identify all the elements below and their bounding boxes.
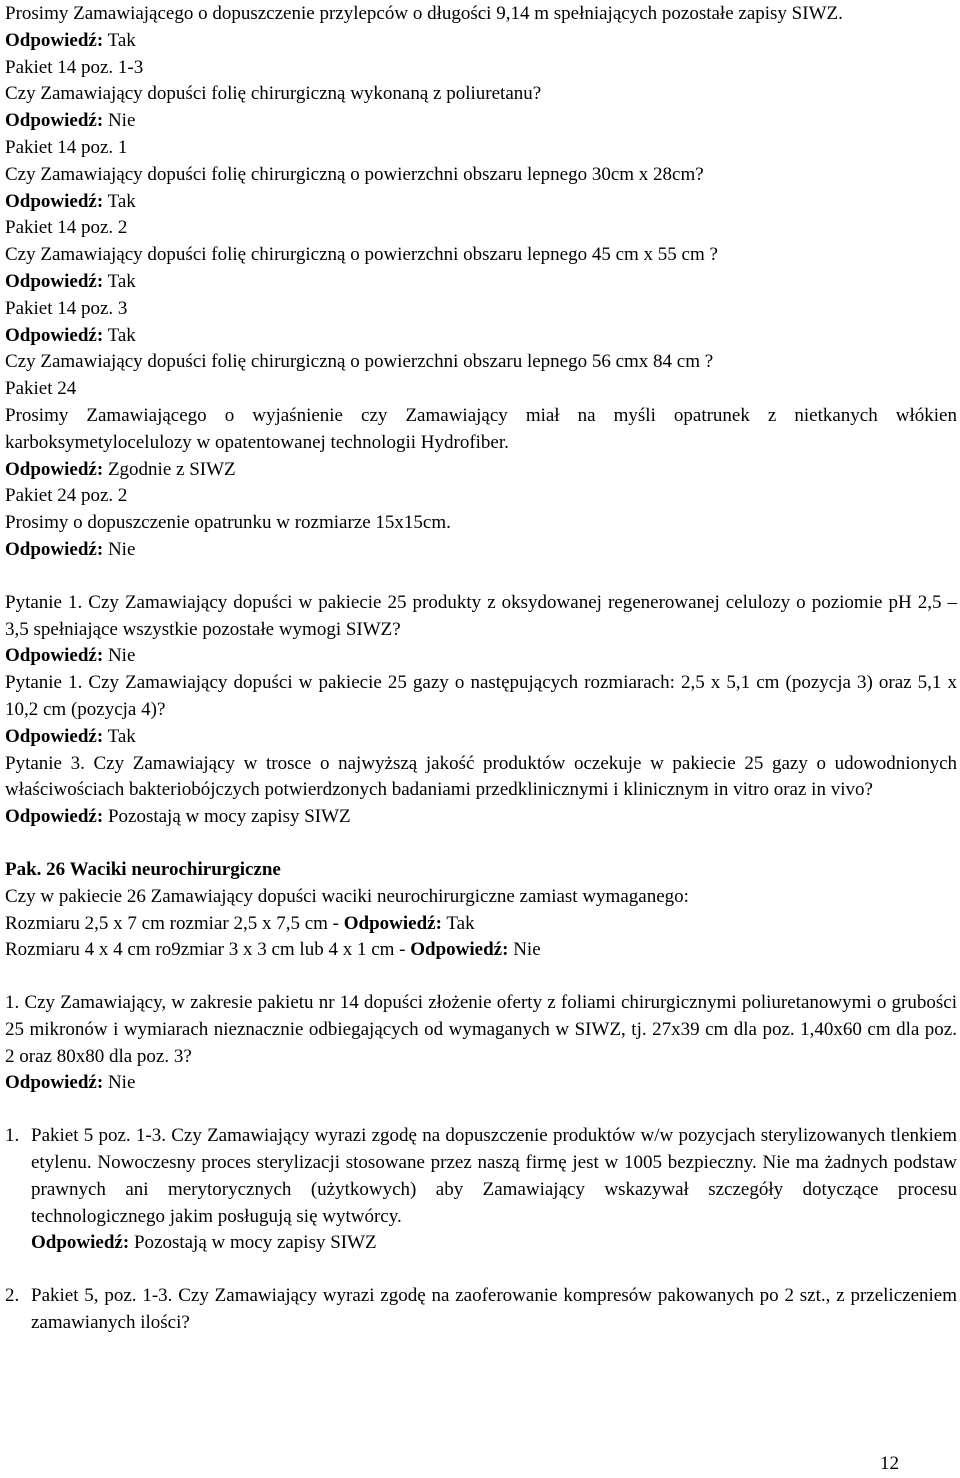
paragraph: Prosimy o dopuszczenie opatrunku w rozmiarze 15x15cm. [5,512,451,534]
answer-label: Odpowiedź: [5,270,104,292]
paragraph: Pytanie 3. Czy Zamawiający w trosce o najwyższą jakość produktów oczekuje w pakiecie 25 gazy o udowodnionych właściwościach bakteriobójczych potwierdzonych badaniami przedklinicznymi i klinicznym in vitro oraz in vivo? [5,752,957,801]
answer-body [31,1230,957,1257]
paragraph: Pakiet 24 poz. 2 [5,485,128,507]
answer-value: Tak [103,190,136,212]
answer-line [5,643,957,670]
question-text: Rozmiaru 4 x 4 cm ro9zmiar 3 x 3 cm lub 4 x 1 cm - [5,939,411,961]
paragraph: Czy Zamawiający dopuści folię chirurgiczną o powierzchni obszaru lepnego 30cm x 28cm? [5,163,704,185]
answer-value: Tak [441,912,475,934]
paragraph-spacer [5,831,957,857]
answer-value: Nie [103,1072,136,1094]
question-text: Rozmiaru 2,5 x 7 cm rozmiar 2,5 x 7,5 cm - [5,912,344,934]
paragraph: Pakiet 24 [5,378,77,400]
answer-line [5,1230,957,1257]
paragraph-spacer [5,564,957,590]
paragraph: Pytanie 1. Czy Zamawiający dopuści w pakiecie 25 produkty z oksydowanej regenerowanej celulozy o poziomie pH 2,5 – 3,5 spełniające wszystkie pozostałe wymogi SIWZ? [5,591,957,640]
paragraph: 1. Czy Zamawiający, w zakresie pakietu nr 14 dopuści złożenie oferty z foliami chirurgicznymi poliuretanowymi o grubości 25 mikronów i wymiarach nieznacznie odbiegających od wymaganych w SIWZ, tj. 27x39 cm dla poz. 1,40x60 cm dla poz. 2 oraz 80x80 dla poz. 3? [5,992,957,1067]
answer-label: Odpowiedź: [5,29,104,51]
paragraph: Pytanie 1. Czy Zamawiający dopuści w pakiecie 25 gazy o następujących rozmiarach: 2,5 x 5,1 cm (pozycja 3) oraz 5,1 x 10,2 cm (pozycja 4)? [5,672,957,720]
answer-label: Odpowiedź: [5,806,104,828]
answer-label: Odpowiedź: [5,324,104,346]
answer-value: Tak [103,725,136,747]
size-question-line [5,937,957,964]
answer-value: Nie [508,939,541,961]
answer-label: Odpowiedź: [5,538,104,560]
question-text: Pakiet 5 poz. 1-3. Czy Zamawiający wyrazi zgodę na dopuszczenie produktów w/w pozycjach sterylizowanych tlenkiem etylenu. Nowoczesny proces sterylizacji stosowane przez naszą firmę jest w 1005 bezpieczny. Nie ma żadnych podstaw prawnych ani merytorycznych (użytkowych) aby Zamawiający wskazywał szczegóły dotyczące procesu technologicznego jakim posługują się wytwórcy. [31,1125,957,1227]
answer-line [5,189,957,216]
answer-value: Nie [103,645,136,667]
paragraph: Prosimy Zamawiającego o wyjaśnienie czy Zamawiający miał na myśli opatrunek z nietkanych włókien karboksymetylocelulozy w opatentowanej technologii Hydrofiber. [5,404,957,453]
answer-line [5,323,957,350]
paragraph-spacer [5,964,957,990]
paragraph-spacer [5,1257,957,1283]
answer-line [5,804,957,831]
answer-label: Odpowiedź: [410,939,509,961]
paragraph: Czy w pakiecie 26 Zamawiający dopuści waciki neurochirurgiczne zamiast wymaganego: [5,885,689,907]
answer-label: Odpowiedź: [5,1072,104,1094]
answer-label: Odpowiedź: [5,110,104,132]
question-number: 1. [5,1125,20,1147]
numbered-question [5,1123,957,1230]
answer-line [5,108,957,135]
answer-value: Zgodnie z SIWZ [103,458,236,480]
page-number: 12 [880,1453,899,1474]
answer-value: Tak [103,29,136,51]
answer-label: Odpowiedź: [5,458,104,480]
paragraph: Pakiet 14 poz. 1-3 [5,56,144,78]
paragraph: Czy Zamawiający dopuści folię chirurgiczną o powierzchni obszaru lepnego 45 cm x 55 cm ? [5,244,718,266]
numbered-question [5,1283,957,1337]
answer-line [5,537,957,564]
answer-label: Odpowiedź: [5,725,104,747]
document-body [5,1,957,1337]
paragraph: Pakiet 14 poz. 3 [5,297,128,319]
paragraph: Czy Zamawiający dopuści folię chirurgiczną o powierzchni obszaru lepnego 56 cmx 84 cm ? [5,351,714,373]
question-text: Pakiet 5, poz. 1-3. Czy Zamawiający wyrazi zgodę na zaoferowanie kompresów pakowanych po 2 szt., z przeliczeniem zamawianych ilości? [31,1285,957,1334]
answer-label: Odpowiedź: [5,190,104,212]
answer-value: Pozostają w mocy zapisy SIWZ [103,806,351,828]
answer-value: Nie [103,110,136,132]
answer-value: Tak [103,324,136,346]
question-number: 2. [5,1285,20,1307]
answer-value: Pozostają w mocy zapisy SIWZ [129,1232,377,1254]
answer-line [5,1070,957,1097]
paragraph: Pakiet 14 poz. 2 [5,217,128,239]
answer-line [5,724,957,751]
answer-value: Tak [103,270,136,292]
answer-line [5,457,957,484]
answer-value: Nie [103,538,136,560]
section-heading: Pak. 26 Waciki neurochirurgiczne [5,858,281,880]
paragraph: Prosimy Zamawiającego o dopuszczenie przylepców o długości 9,14 m spełniających pozostałe zapisy SIWZ. [5,3,843,24]
answer-label: Odpowiedź: [343,912,442,934]
paragraph: Czy Zamawiający dopuści folię chirurgiczną wykonaną z poliuretanu? [5,83,542,105]
paragraph: Pakiet 14 poz. 1 [5,136,128,158]
indent [5,1230,31,1257]
answer-label: Odpowiedź: [5,645,104,667]
answer-label: Odpowiedź: [31,1232,130,1254]
answer-line [5,269,957,296]
answer-line [5,28,957,55]
paragraph-spacer [5,1097,957,1123]
size-question-line [5,911,957,938]
